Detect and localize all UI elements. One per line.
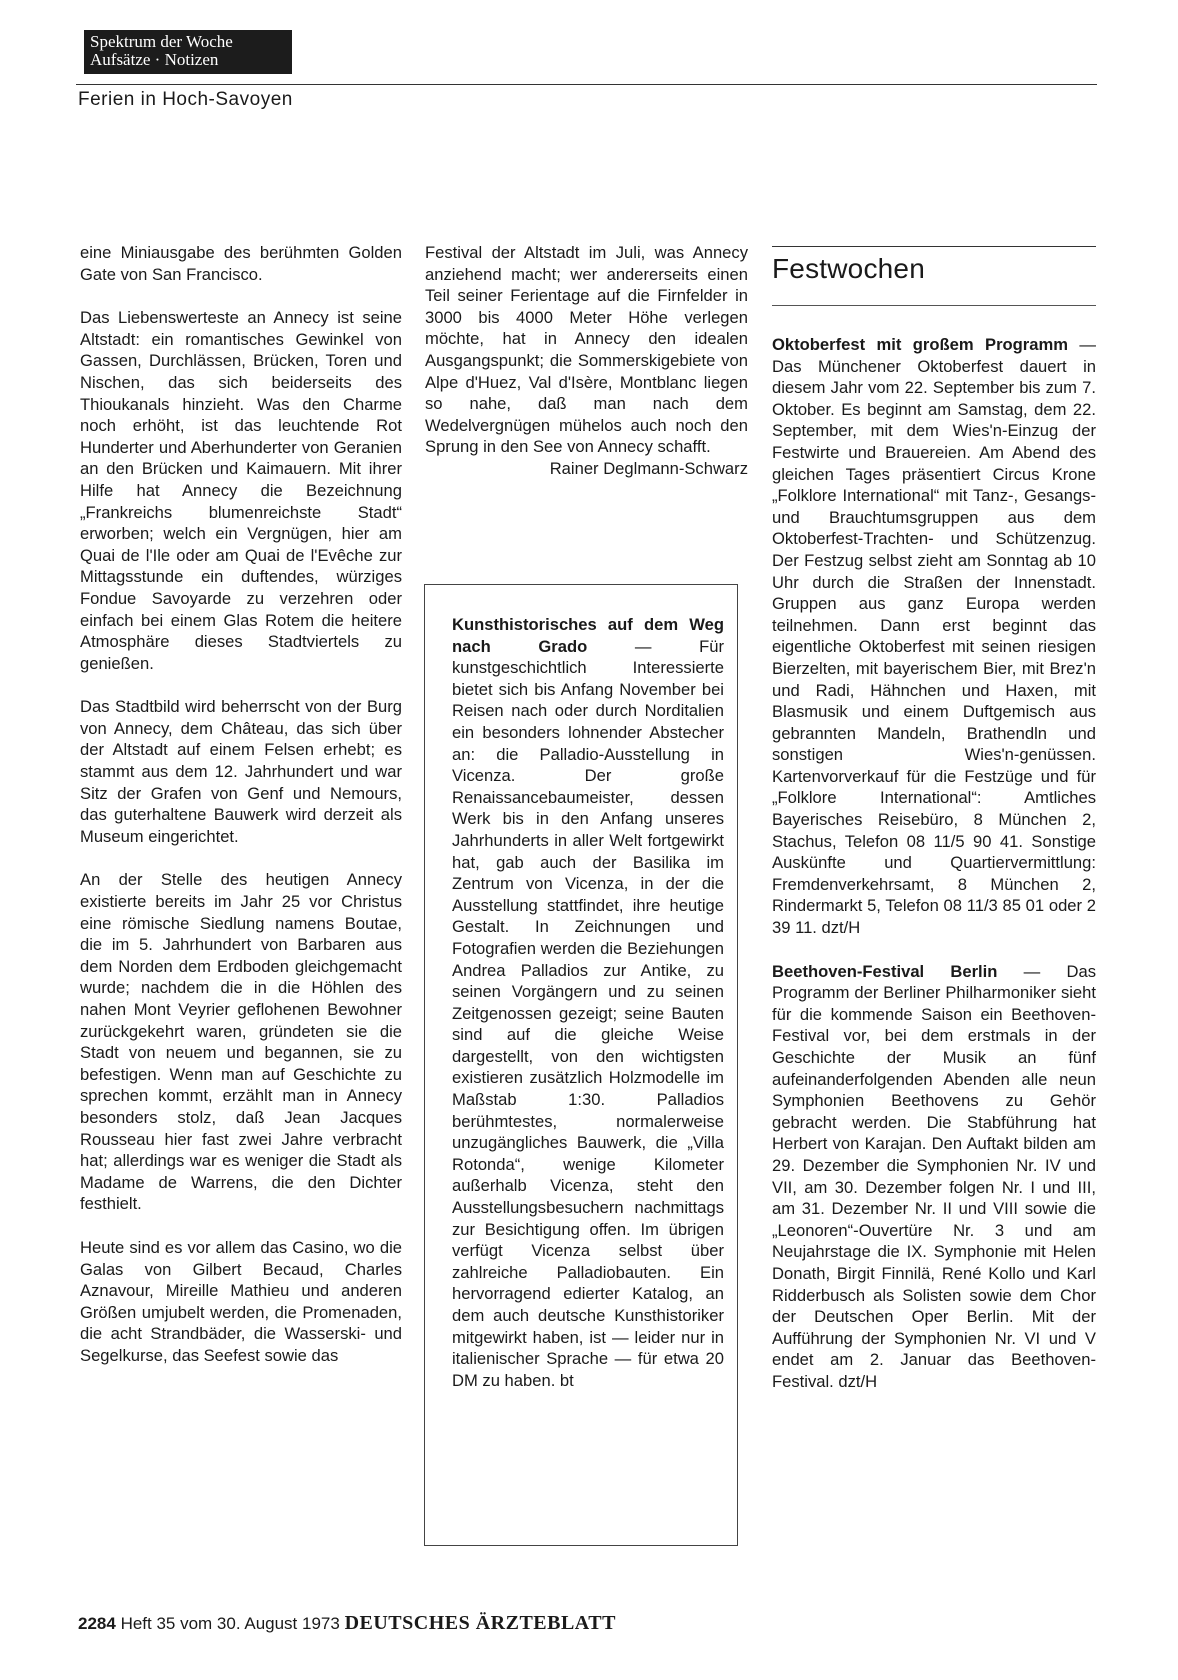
box-body: — Für kunstgeschichtlich Interessierte bietet sich bis Anfang November bei Reisen nach oder durch Norditalien ein besonders lohnender Abstecher an: die Palladio-Ausstellung in Vicenza. Der große Renaissancebaumeister, dessen Werk bis in den Anfang unseres Jahrhunderts in aller Welt fortgewirkt hat, gab auch der Basilika im Zentrum von Vicenza, in der die Ausstellung stattfindet, ihre heutige Gestalt. In Zeichnungen und Fotografien werden die Beziehungen Andrea Palladios zur Antike, zu seinen Vorgängern und zu seinen Zeitgenossen gezeigt; seine Bauten sind auf die gleiche Weise dargestellt, von den wichtigsten existieren zusätzlich Holzmodelle im Maßstab 1:30. Palladios berühmtestes, normalerweise unzugängliches Bauwerk, die „Villa Rotonda“, wenige Kilometer außerhalb Vicenza, steht den Ausstellungsbesuchern nachmittags zur Besichtigung offen. Im übrigen verfügt Vicenza selbst über zahlreiche Palladiobauten. Ein hervorragend edierter Katalog, an dem auch deutsche Kunsthistoriker mitgewirkt haben, ist — leider nur in italienischer Sprache — für etwa 20 DM zu haben. bt — [452, 636, 724, 1390]
article-body: — Das Münchener Oktoberfest dauert in diesem Jahr vom 22. September bis zum 7. Oktober. Es beginnt am Samstag, dem 22. September, mit dem Wies'n-Einzug der Festwirte und Brauereien. Am Abend des gleichen Tages präsentiert Circus Krone „Folklore International“ mit Tanz-, Gesangs- und Brauchtumsgruppen aus dem Oktoberfest-Trachten- und Schützenzug. Der Festzug selbst zieht am Sonntag ab 10 Uhr durch die Straßen der Innenstadt. Gruppen aus ganz Europa werden teilnehmen. Dann erst beginnt das eigentliche Oktoberfest mit seinen riesigen Bierzelten, mit bayerischem Bier, mit Brez'n und Radi, Hähnchen und Haxen, mit Blasmusik und einem Duftgemisch aus gebrannten Mandeln, Brathendln und sonstigen Wies'n-genüssen. Kartenvorverkauf für die Festzüge und für „Folklore International“: Amtliches Bayerisches Reisebüro, 8 München 2, Stachus, Telefon 08 11/5 90 41. Sonstige Auskünfte und Quartiervermittlung: Fremdenverkehrsamt, 8 München 2, Rindermarkt 5, Telefon 08 11/3 85 01 oder 2 39 11. dzt/H — [772, 335, 1096, 938]
column-1 — [80, 242, 402, 1389]
column-3-top-rule — [772, 246, 1096, 247]
footer — [78, 1612, 616, 1635]
article-body: — Das Programm der Berliner Philharmoniker sieht für die kommende Saison ein Beethoven-Festival vor, bei dem erstmals in der Geschichte der Musik an fünf aufeinanderfolgenden Abenden alle neun Symphonien Beethovens zu Gehör gebracht werden. Die Stabführung hat Herbert von Karajan. Den Auftakt bilden am 29. Dezember die Symphonien Nr. IV und VII, am 30. Dezember folgen Nr. I und III, am 31. Dezember Nr. II und VIII sowie die „Leonoren“-Ouvertüre Nr. 3 und am Neujahrstage die IX. Symphonie mit Helen Donath, Birgit Finnilä, René Kollo und Karl Ridderbusch als Solisten sowie dem Chor der Deutschen Oper Berlin. Mit der Aufführung der Symphonien Nr. VI und V endet am 2. Januar das Beethoven-Festival. dzt/H — [772, 961, 1096, 1391]
paragraph: Das Stadtbild wird beherrscht von der Burg von Annecy, dem Château, das sich über der Altstadt auf einem Felsen erhebt; es stammt aus dem 12. Jahrhundert und war Sitz der Grafen von Genf und Nemours, das guterhaltene Bauwerk wird derzeit als Museum eingerichtet. — [80, 697, 402, 846]
page-number: 2284 — [78, 1614, 116, 1633]
article — [772, 334, 1096, 939]
masthead-line-2: Aufsätze · Notizen — [90, 50, 219, 69]
paragraph: Festival der Altstadt im Juli, was Annecy anziehend macht; wer andererseits einen Teil seiner Ferientage auf die Firnfelder in 3000 bis 4000 Meter Höhe verlegen möchte, hat in Annecy den idealen Ausgangspunkt; die Sommerskigebiete von Alpe d'Huez, Val d'Isère, Montblanc liegen so nahe, daß man nach dem Wedelvergnügen mühelos auch noch den Sprung in den See von Annecy schafft. — [425, 243, 748, 457]
section-title: Ferien in Hoch-Savoyen — [78, 89, 293, 110]
article-lead: Beethoven-Festival Berlin — [772, 961, 998, 981]
column-3-heading-rule — [772, 305, 1096, 306]
masthead-line-1: Spektrum der Woche — [90, 32, 233, 51]
magazine-name: DEUTSCHES ÄRZTEBLATT — [344, 1612, 616, 1634]
article-lead: Oktoberfest mit großem Programm — [772, 335, 1069, 354]
column-3 — [772, 334, 1096, 1415]
column-2 — [425, 242, 748, 502]
paragraph: eine Miniausgabe des berühmten Golden Gate von San Francisco. — [80, 243, 402, 284]
masthead — [84, 30, 292, 74]
box-lead: Kunsthistorisches auf dem Weg nach Grado — [452, 615, 724, 656]
paragraph: An der Stelle des heutigen Annecy existierte bereits im Jahr 25 vor Christus eine römische Siedlung namens Boutae, die im 5. Jahrhundert von Barbaren aus dem Norden dem Erdboden gleichgemacht wurde; nachdem die in die Höhlen des nahen Mont Veyrier geflohenen Bewohner zurückgekehrt waren, gründeten sie die Stadt von neuem und begannen, sie zu befestigen. Wenn man auf Geschichte zu sprechen kommt, erzählt man in Annecy besonders stolz, daß Jean Jacques Rousseau hier fast zwei Jahre verbracht hat; allerdings war es weniger die Stadt als Madame de Warrens, die den Dichter festhielt. — [80, 870, 402, 1214]
issue-info: Heft 35 vom 30. August 1973 — [120, 1614, 340, 1633]
column-3-heading: Festwochen — [772, 253, 925, 284]
author-signature: Rainer Deglmann-Schwarz — [549, 458, 748, 478]
sidebar-box-text — [452, 614, 724, 1391]
paragraph: Das Liebenswerteste an Annecy ist seine Altstadt: ein romantisches Gewinkel von Gassen, Durchlässen, Brücken, Toren und Nischen, das sich beiderseits des Thioukanals hinzieht. Was den Charme noch erhöht, ist das leuchtende Rot Hunderter und Aberhunderter von Geranien an den Brücken und Kaimauern. Mit ihrer Hilfe hat Annecy die Bezeichnung „Frankreichs blumenreichste Stadt“ erworben; welch ein Vergnügen, hier am Quai de l'Ile oder am Quai de l'Evêche zur Mittagsstunde ein duftendes, würziges Fondue Savoyarde zu verzehren oder einfach bei einem Glas Rotem die heitere Atmosphäre dieses Stadtviertels zu genießen. — [80, 308, 402, 673]
box-paragraph — [452, 614, 724, 1391]
paragraph: Heute sind es vor allem das Casino, wo die Galas von Gilbert Becaud, Charles Aznavour, Mireille Mathieu und anderen Größen umjubelt werden, die Promenaden, die acht Strandbäder, die Wasserski- und Segelkurse, das Seefest sowie das — [80, 1237, 402, 1365]
top-rule — [76, 84, 1097, 85]
article — [772, 961, 1096, 1393]
